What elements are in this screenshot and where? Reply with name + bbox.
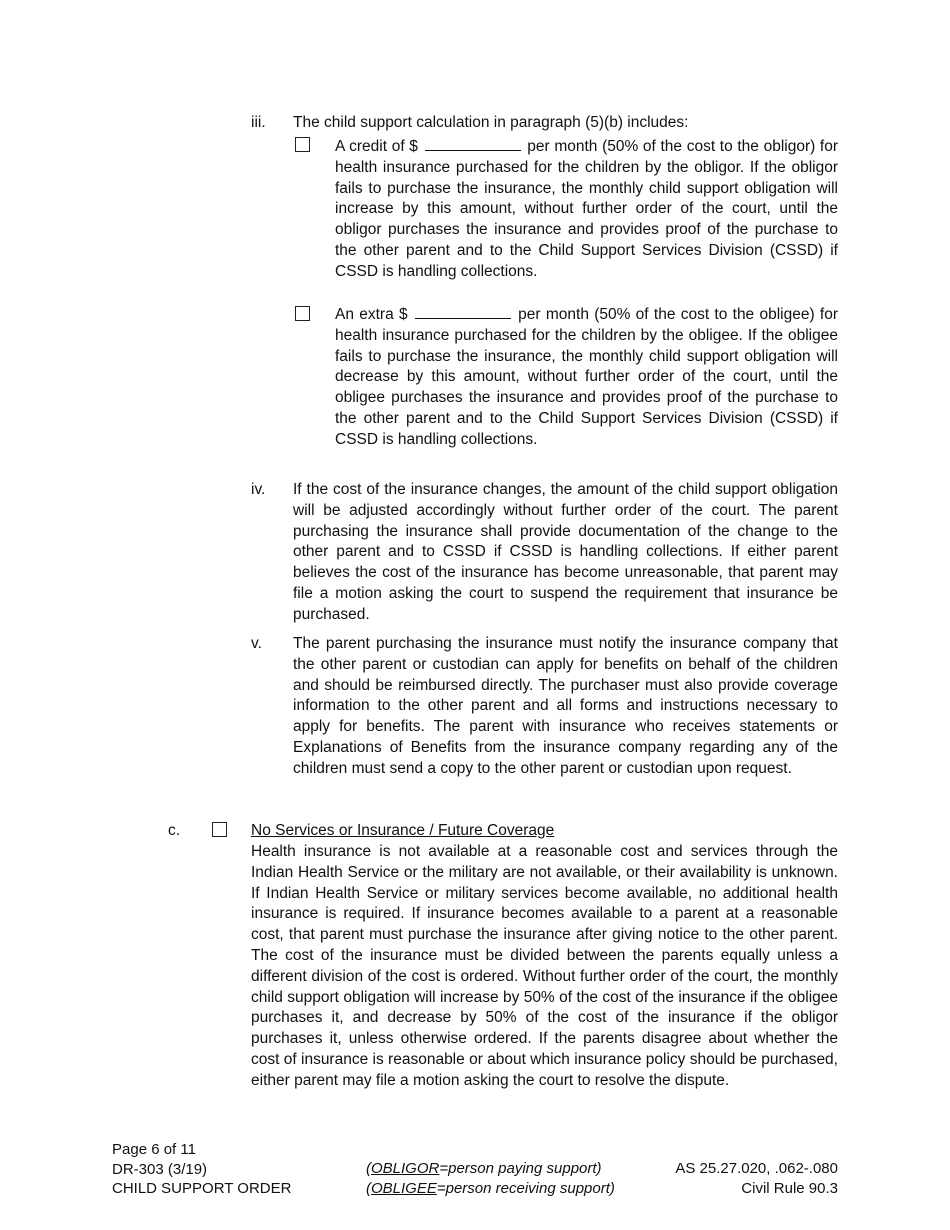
- obligor-definition: (OBLIGOR=person paying support): [366, 1160, 602, 1177]
- health-extra-amount-field[interactable]: [415, 304, 511, 319]
- obligor-term: OBLIGOR: [371, 1160, 440, 1177]
- footer-left: [112, 1140, 291, 1199]
- health-extra-checkbox[interactable]: [295, 306, 310, 321]
- health-credit-lead: A credit of $: [335, 138, 418, 155]
- item-iv-text: If the cost of the insurance changes, the amount of the child support obligation will be adjusted accordingly without further order of the court. The parent purchasing the insurance shall provide documentation of the change to the other parent and to CSSD if CSSD is handling collections. If either parent believes the cost of the insurance has become unreasonable, that parent may file a motion asking the court to suspend the requirement that insurance be purchased.: [293, 481, 838, 623]
- obligee-term: OBLIGEE: [371, 1179, 437, 1197]
- no-services-checkbox[interactable]: [212, 822, 227, 837]
- footer-center: [366, 1159, 615, 1198]
- health-credit-amount-field[interactable]: [425, 136, 521, 151]
- form-number: DR-303 (3/19): [112, 1160, 208, 1178]
- health-extra-option: [335, 304, 838, 451]
- form-title: CHILD SUPPORT ORDER: [112, 1180, 292, 1197]
- item-v-marker: v.: [251, 635, 262, 652]
- health-extra-text: per month (50% of the cost to the obligee) for health insurance purchased for the children by the obligee. If the obligee fails to purchase the insurance, the monthly child support obligation will decrease by this amount, without further order of the court, until the obligee purchases the insurance and provides proof of the purchase to the other parent and to the Child Support Services Division (CSSD) if CSSD is handling collections.: [335, 306, 838, 448]
- health-extra-lead: An extra $: [335, 306, 408, 323]
- page-number: Page 6 of 11: [112, 1141, 196, 1158]
- item-iv-marker: iv.: [251, 481, 266, 498]
- statute-reference: AS 25.27.020, .062-.080: [675, 1160, 838, 1177]
- footer-right: [675, 1159, 838, 1198]
- civil-rule: Civil Rule 90.3: [741, 1179, 838, 1197]
- item-iii-marker: iii.: [251, 114, 266, 131]
- health-credit-option: [335, 136, 838, 283]
- obligee-definition: (OBLIGEE=person receiving support): [366, 1179, 615, 1197]
- no-services-text: Health insurance is not available at a reasonable cost and services through the Indian Health Service or the military are not available, or their availability is unknown. If Indian Health Service or military services become available, no additional health insurance is required. If insurance becomes available to a parent at a reasonable cost, that parent must purchase the insurance after giving notice to the other parent. The cost of the insurance must be divided between the parents equally unless a different division of the cost is ordered. Without further order of the court, the monthly child support obligation will increase by 50% of the cost of the insurance if the obligee purchases it, and decrease by 50% of the cost of the insurance if the obligor purchases it, unless otherwise ordered. If the parents disagree about whether the cost of insurance is reasonable or about which insurance policy should be purchased, either parent may file a motion asking the court to resolve the dispute.: [251, 843, 838, 1089]
- no-services-heading: No Services or Insurance / Future Coverage: [251, 822, 555, 839]
- item-iii-text: The child support calculation in paragraph (5)(b) includes:: [293, 114, 689, 131]
- health-credit-checkbox[interactable]: [295, 137, 310, 152]
- health-credit-text: per month (50% of the cost to the obligor) for health insurance purchased for the children by the obligor. If the obligor fails to purchase the insurance, the monthly child support obligation will increase by this amount, without further order of the court, until the obligor purchases the insurance and provides proof of the purchase to the other parent and to the Child Support Services Division (CSSD) if CSSD is handling collections.: [335, 138, 839, 280]
- item-c-marker: c.: [168, 822, 181, 839]
- item-v-text: The parent purchasing the insurance must notify the insurance company that the other parent or custodian can apply for benefits on behalf of the children and should be reimbursed directly. The purchaser must also provide coverage information to the other parent and all forms and instructions necessary to apply for benefits. The parent with insurance who receives statements or Explanations of Benefits from the insurance company regarding any of the children must send a copy to the other parent or custodian upon request.: [293, 635, 838, 777]
